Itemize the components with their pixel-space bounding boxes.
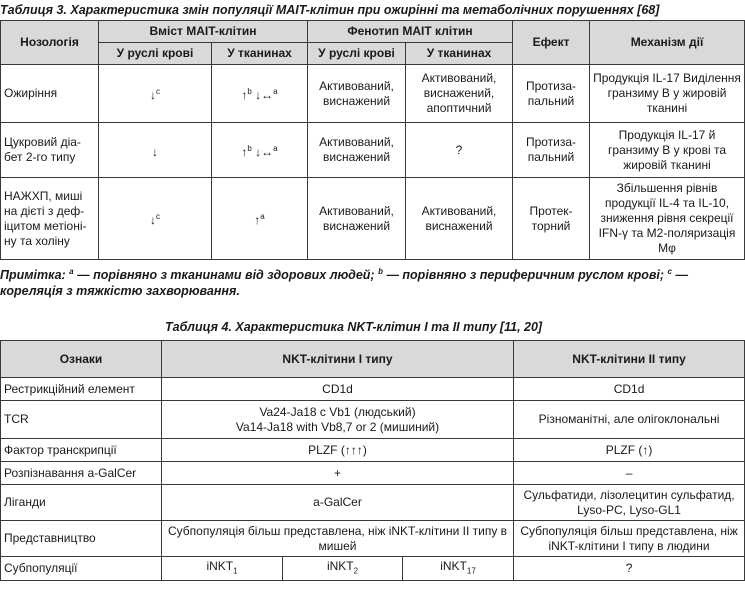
t3-blood-content: ↓$^c$ — [99, 178, 212, 260]
t3-mechanism: Продукція IL-17 й гранзиму B у крові та жировій тканині — [590, 123, 745, 178]
t3-blood-phenotype: Активований, виснажений — [308, 123, 406, 178]
t4-header-type2: NKT-клітини II типу — [514, 341, 745, 378]
t4-label: Ліганди — [1, 485, 162, 521]
table-row — [1, 378, 745, 401]
t3-header-content: Вміст MAIT-клітин — [99, 21, 308, 43]
t4-subpop-inkt1: iNKT$_1$ — [162, 557, 283, 581]
t4-type2-value: ? — [514, 557, 745, 581]
t4-label: Розпізнавання a-GalCer — [1, 462, 162, 485]
t3-effect: Протиза-пальний — [513, 123, 590, 178]
table-row — [1, 401, 745, 439]
t3-tissue-content: ↑$^b$ ↓↔$^a$ — [212, 123, 308, 178]
t3-mechanism: Збільшення рівнів продукції IL-4 та IL-10, зниження рівня секреції IFN-γ та M2-поляризація Mφ — [590, 178, 745, 260]
t4-type2-value: Субпопуляція більш представлена, ніж iNKT-клітини I типу в людини — [514, 521, 745, 557]
t3-nosology: Цукровий діа-бет 2-го типу — [1, 123, 99, 178]
table3-caption: Таблиця 3. Характеристика змін популяції MAIT-клітин при ожирінні та метаболічних порушеннях [68] — [0, 3, 660, 17]
t4-header-signs: Ознаки — [1, 341, 162, 378]
t4-type2-value: CD1d — [514, 378, 745, 401]
t4-type1-value: + — [162, 462, 514, 485]
table-row — [1, 123, 745, 178]
t3-blood-content: ↓ — [99, 123, 212, 178]
t4-subpop-inkt2: iNKT$_2$ — [283, 557, 403, 581]
t4-label: Рестрикційний елемент — [1, 378, 162, 401]
t4-type1-value: CD1d — [162, 378, 514, 401]
t3-tissue-content: ↑$^a$ — [212, 178, 308, 260]
table4 — [0, 340, 745, 581]
t4-label: TCR — [1, 401, 162, 439]
t3-nosology: Ожиріння — [1, 65, 99, 123]
table3-note: Примітка: $^a$ — порівняно з тканинами від здорових людей; $^b$ — порівняно з периферичним руслом крові; $^c$ — кореляція з тяжкістю захворювання. — [0, 267, 688, 299]
t3-header-tissue-phenotype: У тканинах — [406, 43, 513, 65]
t4-label: Фактор транскрипції — [1, 439, 162, 462]
t4-type1-value: Va24-Ja18 с Vb1 (людський) Va14-Ja18 with Vb8,7 or 2 (мишиний) — [162, 401, 514, 439]
t4-type2-value: – — [514, 462, 745, 485]
t4-type1-value: Субпопуляція більш представлена, ніж iNKT-клітини II типу в мишей — [162, 521, 514, 557]
t3-tissue-content: ↑$^b$ ↓↔$^a$ — [212, 65, 308, 123]
t3-tissue-phenotype: ? — [406, 123, 513, 178]
t4-type2-value: Різноманітні, але олігоклональні — [514, 401, 745, 439]
t4-type1-value: a-GalCer — [162, 485, 514, 521]
t3-header-mechanism: Механізм дії — [590, 21, 745, 65]
t3-effect: Протиза-пальний — [513, 65, 590, 123]
t3-header-nosology: Нозологія — [1, 21, 99, 65]
t4-header-type1: NKT-клітини I типу — [162, 341, 514, 378]
t3-nosology: НАЖХП, миші на дієті з деф-іцитом метіоні-ну та холіну — [1, 178, 99, 260]
t4-type1-value: PLZF (↑↑↑) — [162, 439, 514, 462]
t3-mechanism: Продукція IL-17 Виділення гранзиму B у жировій тканині — [590, 65, 745, 123]
t3-header-blood-content: У руслі крові — [99, 43, 212, 65]
table-row — [1, 439, 745, 462]
table-row — [1, 521, 745, 557]
t3-blood-content: ↓$^c$ — [99, 65, 212, 123]
t4-subpop-inkt17: iNKT$_{17}$ — [403, 557, 514, 581]
t4-label: Представництво — [1, 521, 162, 557]
table-row — [1, 178, 745, 260]
table-row — [1, 485, 745, 521]
table4-caption: Таблиця 4. Характеристика NKT-клітин I та II типу [11, 20] — [165, 320, 543, 334]
t3-effect: Протек-торний — [513, 178, 590, 260]
table-row — [1, 65, 745, 123]
t4-label: Субпопуляції — [1, 557, 162, 581]
t3-tissue-phenotype: Активований, виснажений, апоптичний — [406, 65, 513, 123]
table-row — [1, 557, 745, 581]
t3-header-effect: Ефект — [513, 21, 590, 65]
table3 — [0, 20, 745, 260]
t4-type2-value: PLZF (↑) — [514, 439, 745, 462]
t3-tissue-phenotype: Активований, виснажений — [406, 178, 513, 260]
t3-header-blood-phenotype: У руслі крові — [308, 43, 406, 65]
table-row — [1, 462, 745, 485]
t3-header-tissue-content: У тканинах — [212, 43, 308, 65]
t3-blood-phenotype: Активований, виснажений — [308, 178, 406, 260]
t3-header-phenotype: Фенотип MAIT клітин — [308, 21, 513, 43]
t4-type2-value: Сульфатиди, лізолецитин сульфатид, Lyso-PC, Lyso-GL1 — [514, 485, 745, 521]
t3-blood-phenotype: Активований, виснажений — [308, 65, 406, 123]
